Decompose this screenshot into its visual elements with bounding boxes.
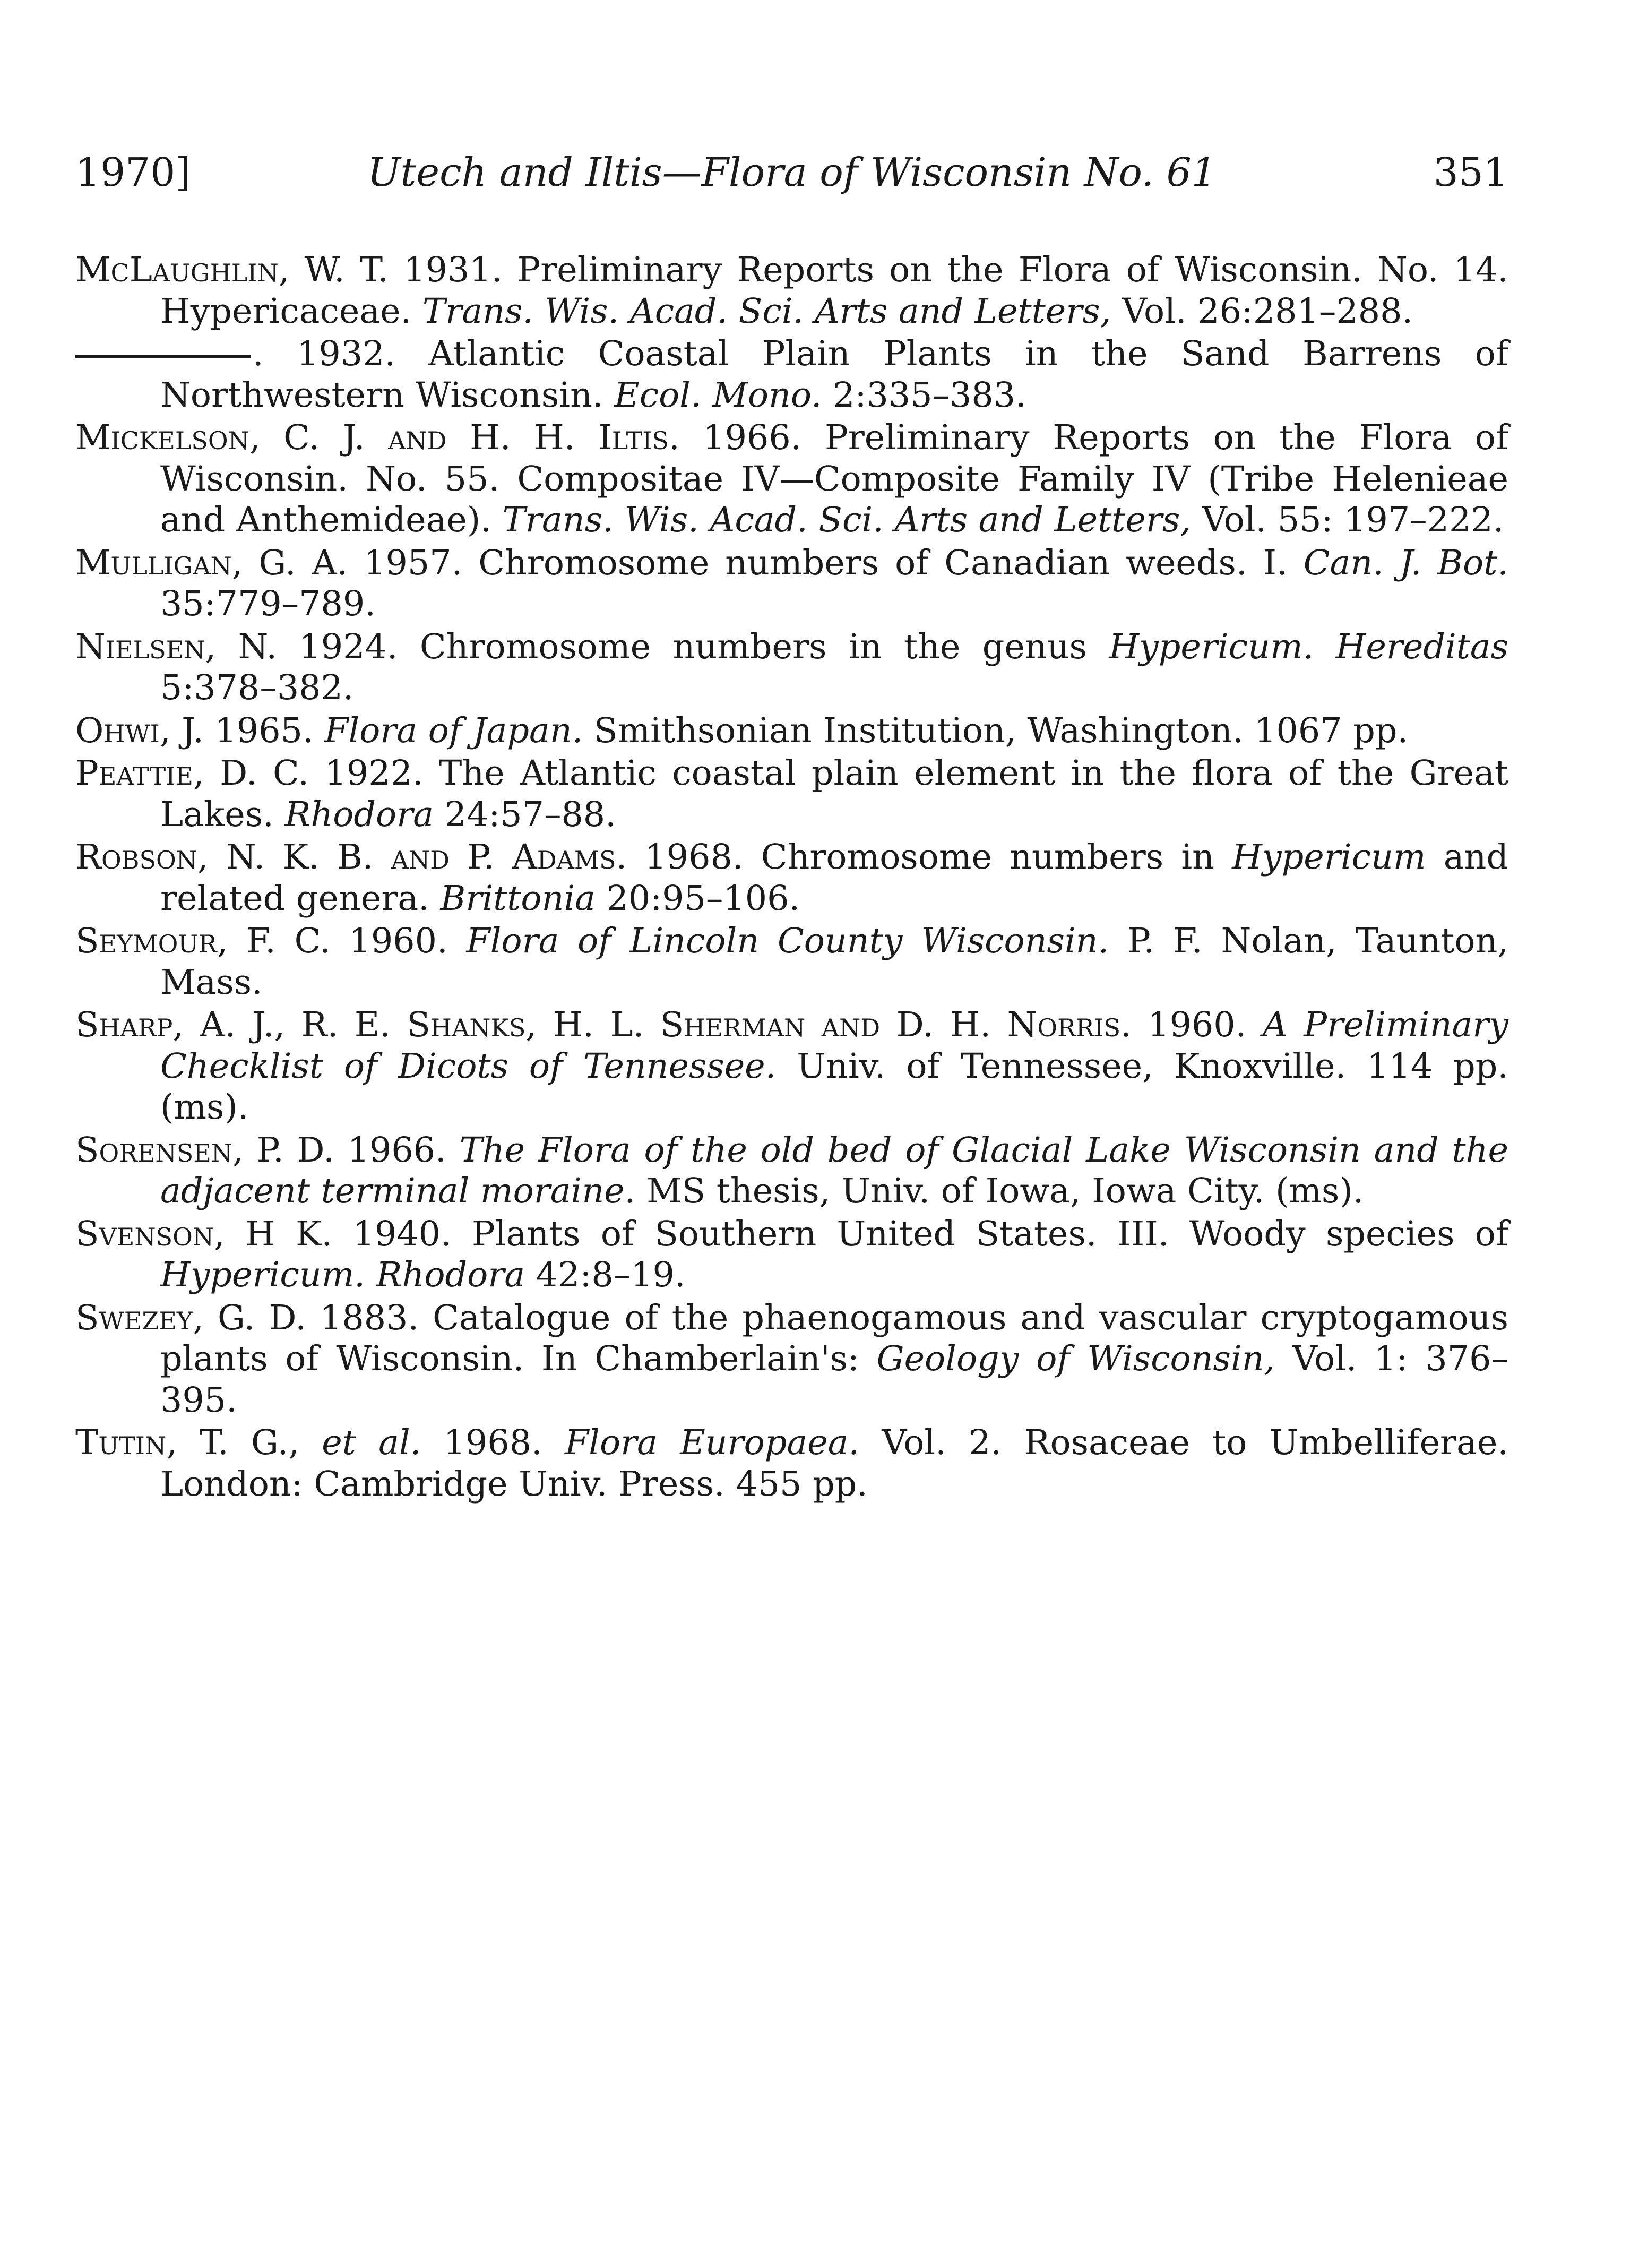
reference-text: 42:8–19. [525,1255,686,1295]
reference-author: Peattie, D. C. [75,753,309,793]
reference-text: Vol. 2. Rosaceae to Umbelliferae. London: Cambridge Univ. Press. 455 pp. [160,1423,1509,1504]
reference-text: 24:57–88. [433,794,616,835]
reference-italic: et al. [322,1423,421,1463]
reference-author: Swezey, G. D. [75,1298,306,1338]
reference-italic: Hypericum. Rhodora [160,1255,525,1295]
reference-text: 35:779–789. [160,584,376,624]
reference-text: 1966. [334,1130,460,1170]
reference-entry [75,921,1508,1003]
reference-text: 1940. Plants of Southern United States. III. Woody species of [332,1214,1509,1254]
reference-author: Nielsen, N. [75,626,277,667]
reference-italic: Rhodora [284,794,434,835]
reference-italic: The Flora of the old bed of Glacial Lake Wisconsin and the adjacent terminal moraine. [160,1130,1509,1211]
reference-text: Smithsonian Institution, Washington. 1067 pp. [583,710,1409,751]
reference-text: Vol. 55: 197–222. [1191,500,1504,540]
reference-author: Sharp, A. J., R. E. Shanks, H. L. Sherman and D. H. Norris. [75,1005,1132,1045]
reference-text: and related genera. [160,837,1509,918]
ditto-rule [75,355,251,358]
reference-italic: Trans. Wis. Acad. Sci. Arts and Letters, [422,291,1111,331]
header-year: 1970] [75,150,191,195]
reference-author: Ohwi, J. [75,710,204,751]
reference-text: P. F. Nolan, Taunton, Mass. [160,921,1508,1002]
reference-author: Svenson, H K. [75,1214,333,1254]
reference-text: 20:95–106. [595,878,800,918]
reference-entry [75,333,1508,416]
reference-italic: Flora Europaea. [565,1423,859,1463]
reference-text: 1960. [330,921,467,961]
reference-author: Mickelson, C. J. and H. H. Iltis. [75,418,680,458]
reference-italic: Flora of Japan. [324,710,583,751]
reference-author: Robson, N. K. B. and P. Adams. [75,837,627,877]
reference-entry [75,710,1508,752]
reference-entry [75,250,1508,332]
reference-entry [75,1130,1508,1212]
reference-entry [75,1214,1508,1296]
reference-text: 1924. Chromosome numbers in the genus [277,626,1109,667]
reference-italic: Ecol. Mono. [614,375,822,415]
reference-entry [75,1422,1508,1505]
reference-italic: Hypericum. Hereditas [1109,626,1508,667]
reference-italic: Geology of Wisconsin, [876,1339,1275,1379]
reference-author: Sorensen, P. D. [75,1130,334,1170]
reference-text: Vol. 26:281–288. [1111,291,1413,331]
reference-entry [75,753,1508,835]
reference-text: 1960. [1131,1005,1263,1045]
reference-italic: A Preliminary Checklist of Dicots of Tennessee. [160,1005,1508,1086]
reference-text: 1966. Preliminary Reports on the Flora of Wisconsin. No. 55. Compositae IV—Composite Family IV (Tribe Helenieae and Anthemideae). [160,418,1508,540]
reference-text: . 1932. Atlantic Coastal Plain Plants in the Sand Barrens of Northwestern Wisconsin. [160,334,1508,415]
reference-text: 1922. The Atlantic coastal plain element in the flora of the Great Lakes. [160,753,1508,835]
reference-text: Vol. 1: 376–395. [160,1339,1508,1420]
reference-text: 1968. Chromosome numbers in [627,837,1232,877]
reference-text: 1883. Catalogue of the phaenogamous and vascular cryptogamous plants of Wisconsin. In Chamberlain's: [160,1298,1508,1379]
reference-text: MS thesis, Univ. of Iowa, Iowa City. (ms). [635,1171,1364,1211]
reference-entry [75,1004,1508,1128]
reference-italic: Trans. Wis. Acad. Sci. Arts and Letters, [502,500,1191,540]
reference-italic: Can. J. Bot. [1303,543,1508,583]
reference-author: McLaughlin, W. T. [75,250,389,290]
reference-italic: Brittonia [440,878,596,918]
reference-text: Univ. of Tennessee, Knoxville. 114 pp. (ms). [160,1046,1508,1127]
reference-entry [75,417,1508,541]
reference-author: Tutin, T. G., [75,1423,299,1463]
reference-text: 5:378–382. [160,668,354,708]
page-number: 351 [1433,150,1508,195]
reference-entry [75,543,1508,625]
reference-entry [75,1298,1508,1421]
reference-text: 1931. Preliminary Reports on the Flora of Wisconsin. No. 14. Hypericaceae. [160,250,1508,331]
reference-text [299,1423,322,1463]
reference-text: 2:335–383. [822,375,1026,415]
reference-entry [75,837,1508,919]
running-header [75,143,1508,202]
reference-list [75,250,1508,1506]
header-title: Utech and Iltis—Flora of Wisconsin No. 61 [367,150,1217,195]
reference-author: Mulligan, G. A. [75,543,348,583]
reference-entry [75,626,1508,709]
reference-italic: Flora of Lincoln County Wisconsin. [466,921,1109,961]
reference-italic: Hypericum [1232,837,1426,877]
reference-text: 1957. Chromosome numbers of Canadian weeds. I. [348,543,1304,583]
reference-author: Seymour, F. C. [75,921,331,961]
reference-text: 1965. [203,710,325,751]
reference-text: 1968. [421,1423,565,1463]
